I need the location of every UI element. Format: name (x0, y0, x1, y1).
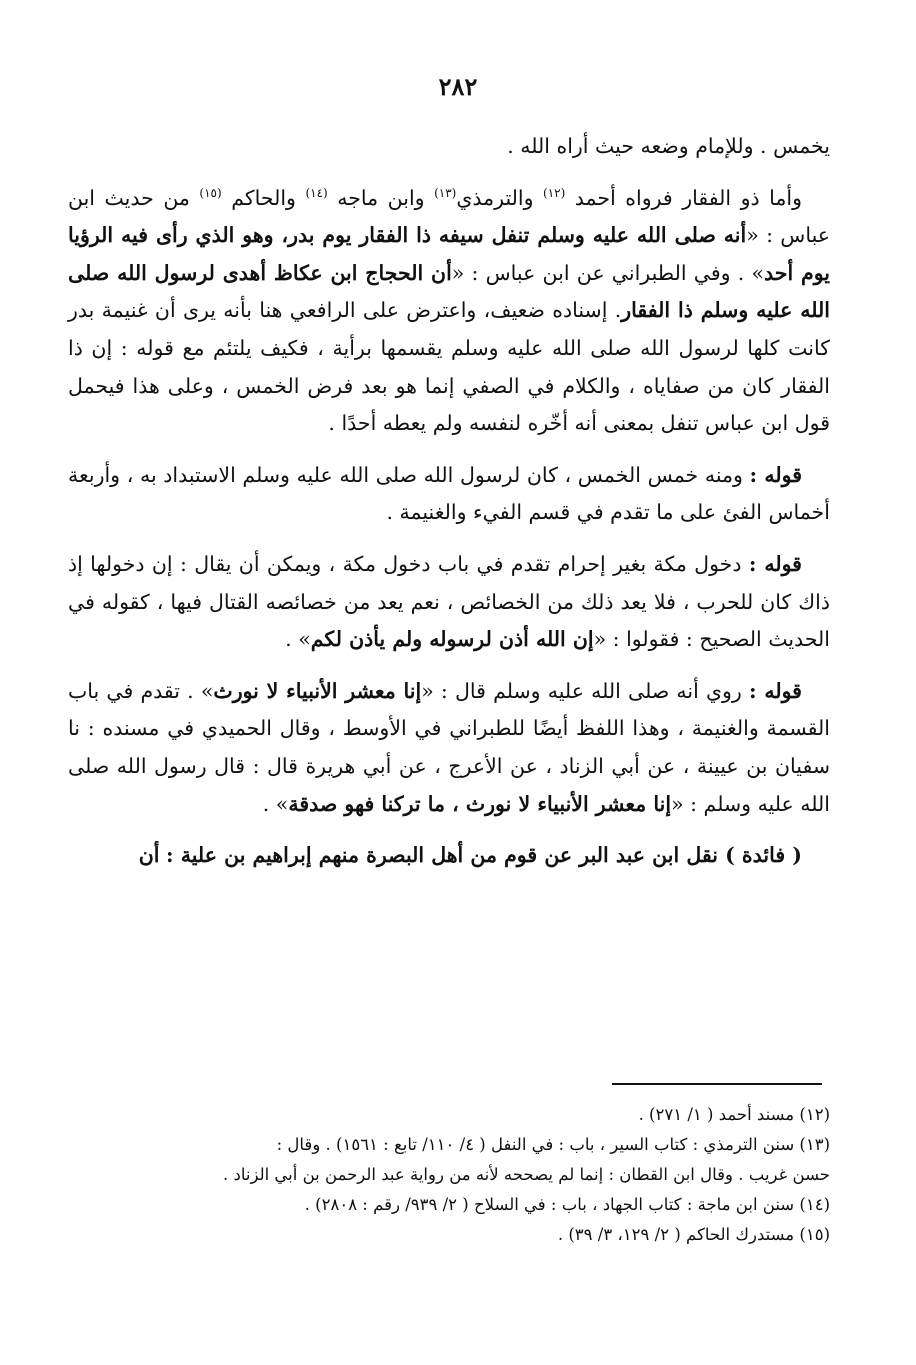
footnote-ref-14: (١٤) (305, 185, 328, 200)
text: . إسناده ضعيف، واعترض على الرافعي هنا بأنه يرى أن غنيمة بدر كانت كلها لرسول الله صلى الله عليه وسلم يقسمها برأية ، فكيف يلتئم مع قوله : إن ذا الفقار كان من صفاياه ، والكلام في الصفي إنما هو بعد فرض الخمس ، وعلى هذا فيحمل قول ابن عباس تنفل بمعنى أنه أخّره لنفسه ولم يعطه أحدًا . (68, 298, 831, 436)
footnote-separator (612, 1083, 822, 1085)
text: أن (138, 843, 160, 868)
paragraph-4 (68, 546, 830, 659)
text: والحاكم (221, 185, 306, 210)
footnote-ref-13: (١٣) (434, 185, 457, 200)
paragraph-1: يخمس . وللإمام وضعه حيث أراه الله . (507, 134, 830, 158)
hadith-quote: إنا معشر الأنبياء لا نورث (213, 678, 422, 703)
footnote-ref-12: (١٢) (543, 185, 566, 200)
footnote-15: (١٥) مستدرك الحاكم ( ٢/ ١٢٩، ٣/ ٣٩) . (557, 1225, 830, 1244)
footnote-13: (١٣) سنن الترمذي : كتاب السير ، باب : في النفل ( ٤/ ١١٠/ تابع : ١٥٦١) . وقال : (276, 1135, 830, 1154)
text: نقل ابن عبد البر عن قوم من أهل البصرة منهم إبراهيم بن علية : (166, 843, 726, 868)
text: والترمذي (456, 185, 543, 210)
footnote-ref-15: (١٥) (199, 185, 222, 200)
hadith-quote: أن الحجاج ابن عكاظ أهدى لرسول الله صلى الله عليه وسلم ذا الفقار (68, 260, 830, 323)
hadith-quote: إن الله أذن لرسوله ولم يأذن لكم (310, 627, 594, 652)
text: ومنه خمس الخمس ، كان لرسول الله صلى الله عليه وسلم الاستبداد به ، وأربعة أخماس الفئ على ما تقدم في قسم الفيء والغنيمة . (68, 462, 830, 525)
paragraph-2 (68, 180, 830, 443)
hadith-quote: أنه صلى الله عليه وسلم تنفل سيفه ذا الفقار يوم بدر، وهو الذي رأى فيه الرؤيا يوم أحد (68, 223, 830, 285)
paragraph-5 (68, 673, 830, 823)
text: من حديث ابن عباس : « (68, 185, 830, 248)
paragraph-3 (68, 457, 830, 532)
footnote-14: (١٤) سنن ابن ماجة : كتاب الجهاد ، باب : في السلاح ( ٢/ ٩٣٩/ رقم : ٢٨٠٨) . (304, 1195, 830, 1214)
text: دخول مكة بغير إحرام تقدم في باب دخول مكة ، ويمكن أن يقال : إن دخولها إذ ذاك كان للحرب ، فلا يعد ذلك من الخصائص ، نعم يعد من خصائصه القتال فيها ، كقوله في الحديث الصحيح : فقولوا : « (68, 551, 830, 652)
text: وابن ماجه (327, 185, 435, 210)
text: » . (262, 791, 289, 816)
text: » . (285, 627, 311, 652)
paragraph-6 (68, 837, 830, 875)
page-number: ٢٨٢ (438, 72, 478, 101)
section-label: قوله : (749, 462, 802, 487)
text: وأما ذو الفقار فرواه أحمد (565, 185, 802, 210)
text: » . تقدم في باب القسمة والغنيمة ، وهذا اللفظ أيضًا للطبراني في الأوسط ، وقال الحميدي في مسنده : نا سفيان بن عيينة ، عن أبي الزناد ، عن الأعرج ، عن أبي هريرة قال : قال رسول الله صلى الله عليه وسلم : « (68, 678, 830, 816)
footnotes (68, 1100, 830, 1250)
text: روي أنه صلى الله عليه وسلم قال : « (421, 678, 749, 703)
section-label: ( فائدة ) (725, 843, 802, 868)
hadith-quote: إنا معشر الأنبياء لا نورث ، ما تركنا فهو صدقة (288, 791, 672, 816)
text: » . وفي الطبراني عن ابن عباس : « (451, 260, 765, 285)
section-label: قوله : (748, 551, 802, 576)
footnote-12: (١٢) مسند أحمد ( ١/ ٢٧١) . (638, 1105, 830, 1124)
section-label: قوله : (749, 678, 802, 703)
main-text (68, 128, 830, 889)
footnote-13-continued: حسن غريب . وقال ابن القطان : إنما لم يصححه لأنه من رواية عبد الرحمن بن أبي الزناد . (223, 1165, 830, 1184)
